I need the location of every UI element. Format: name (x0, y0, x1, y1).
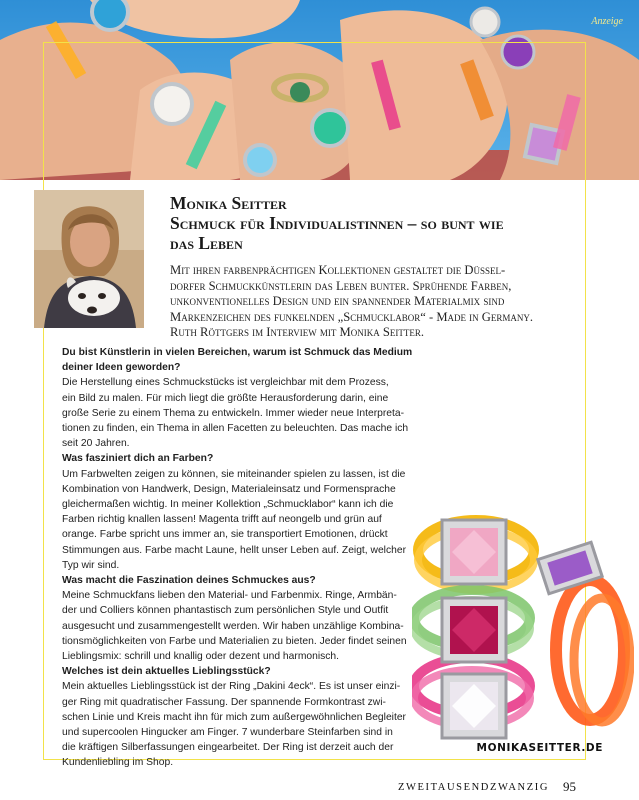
text-line: Lieblingsmix: schrill und knallig oder dezent und harmonisch. (62, 651, 340, 663)
text-line: Farben richtig knallen lassen! Magenta trifft auf neongelb und grün auf (62, 514, 382, 526)
text-line: Meine Schmuckfans lieben den Material- und Farbenmix. Ringe, Armbän- (62, 590, 397, 602)
text-line: gleichermaßen wichtig. In meiner Kollektion „Schmucklabor“ kann ich die (62, 499, 394, 511)
text-line: Kundenliebling im Shop. (62, 757, 174, 769)
interview-answer (62, 375, 420, 451)
text-line: seit 20 Jahren. (62, 438, 130, 450)
text-line: tionen zu finden, ein Thema in allen Facetten zu beleuchten. Das mache ich (62, 423, 409, 435)
text-line: tionsmöglichkeiten von Farbe und Materialien zu bieten. Jeder findet seinen (62, 635, 407, 647)
title-subtitle-line2: das Leben (170, 233, 243, 253)
text-line: deiner Ideen geworden? (62, 362, 181, 374)
article-title (170, 193, 600, 253)
interview-question (62, 664, 420, 679)
text-line: Um Farbwelten zeigen zu können, sie miteinander spielen zu lassen, ist die (62, 468, 406, 480)
text-line: ger Ring mit quadratischer Fassung. Der spannende Formkontrast zwi- (62, 696, 386, 708)
intro-paragraph (170, 263, 602, 341)
rings-product-photo (412, 510, 634, 742)
interview-body (62, 345, 420, 771)
text-line: die kräftigen Silberfassungen eingearbeitet. Der Ring ist derzeit auch der (62, 742, 394, 754)
text-line: orange. Farbe spricht uns immer an, sie transportiert Emotionen, drückt (62, 529, 388, 541)
interview-question (62, 345, 420, 375)
text-line: der und Colliers können phantastisch zum persönlichen Style und Outfit (62, 605, 389, 617)
title-subtitle-line1: Schmuck für Individualistinnen – so bunt wie (170, 213, 504, 233)
intro-line: dorfer Schmuckkünstlerin das Leben bunter. Sprühende Farben, (170, 278, 512, 293)
portrait-photo (34, 190, 144, 328)
text-line: Stimmungen aus. Farbe macht Laune, hellt unser Leben auf. Zeigt, welcher (62, 544, 406, 556)
text-line: Was macht die Faszination deines Schmuckes aus? (62, 575, 316, 587)
intro-line: Mit ihren farbenprächtigen Kollektionen gestaltet die Düssel- (170, 263, 506, 277)
text-line: ein Bild zu malen. Für mich liegt die größte Herausforderung darin, eine (62, 392, 389, 404)
magazine-name: ZWEITAUSENDZWANZIG (398, 782, 550, 793)
text-line: große Serie zu einem Thema zu entwickeln. Immer wieder neue Interpreta- (62, 407, 405, 419)
hero-photo (0, 0, 639, 180)
text-line: ausgesucht und zusammengestellt werden. Wir haben unzählige Kombina- (62, 620, 404, 632)
text-line: und supercoolen Hingucker am Finger. 7 wunderbare Steinfarben sind in (62, 727, 393, 739)
text-line: Typ wir sind. (62, 559, 120, 571)
text-line: schen Linie und Kreis macht ihn für mich zum außergewöhnlichen Begleiter (62, 711, 406, 723)
text-line: Welches ist dein aktuelles Lieblingsstück? (62, 666, 271, 678)
text-line: Du bist Künstlerin in vielen Bereichen, warum ist Schmuck das Medium (62, 347, 413, 358)
text-line: Mein aktuelles Lieblingsstück ist der Ring „Dakini 4eck“. Es ist unser einzi- (62, 681, 401, 693)
interview-answer (62, 467, 420, 573)
title-name: Monika Seitter (170, 193, 287, 213)
website-url: MONIKASEITTER.DE (476, 742, 603, 754)
text-line: Kombination von Handwerk, Design, Materialeinsatz und Formensprache (62, 483, 396, 495)
interview-answer (62, 679, 420, 770)
text-line: Die Herstellung eines Schmuckstücks ist vergleichbar mit dem Prozess, (62, 377, 389, 389)
intro-line: Ruth Röttgers im Interview mit Monika Seitter. (170, 325, 424, 340)
interview-question (62, 573, 420, 588)
ad-label: Anzeige (591, 16, 623, 27)
page-number: 95 (563, 779, 576, 794)
interview-question (62, 451, 420, 466)
text-line: Was fasziniert dich an Farben? (62, 453, 214, 465)
interview-answer (62, 588, 420, 664)
intro-line: Markenzeichen des funkelnden „Schmucklabor“ - Made in Germany. (170, 309, 534, 324)
intro-line: unkonventionelles Design und ein spannender Materialmix sind (170, 294, 505, 309)
